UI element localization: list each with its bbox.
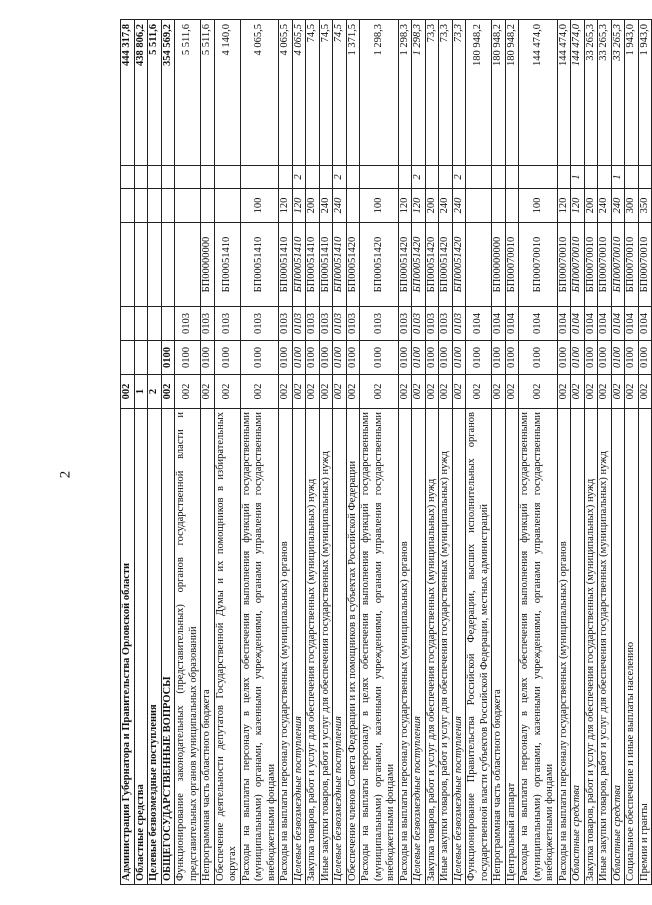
admin-code-cell: 1 xyxy=(134,375,148,409)
subsection-code-cell: 0104 xyxy=(584,307,598,341)
table-row xyxy=(439,20,453,885)
table-row xyxy=(412,20,426,885)
section-code-cell: 0100 xyxy=(425,341,439,375)
amount-cell: 74,5 xyxy=(333,20,347,166)
expense-type-cell: 200 xyxy=(584,189,598,223)
admin-code-cell: 002 xyxy=(398,375,412,409)
admin-code-cell: 002 xyxy=(346,375,360,409)
funding-source-cell xyxy=(214,166,240,189)
row-name-cell: Областные средства xyxy=(571,409,585,885)
row-name-cell: Премии и гранты xyxy=(638,409,652,885)
table-row xyxy=(598,20,612,885)
amount-cell: 144 474,0 xyxy=(557,20,571,166)
amount-cell: 180 948,2 xyxy=(505,20,519,166)
table-row xyxy=(360,20,399,885)
target-article-cell xyxy=(175,223,201,307)
amount-cell: 5 511,6 xyxy=(148,20,162,166)
target-article-cell: БП00051420 xyxy=(360,223,399,307)
admin-code-cell: 002 xyxy=(292,375,306,409)
table-row xyxy=(240,20,279,885)
target-article-cell: БП00051410 xyxy=(292,223,306,307)
row-name-cell: Социальное обеспечение и иные выплаты населению xyxy=(625,409,639,885)
target-article-cell xyxy=(121,223,135,307)
section-code-cell: 0100 xyxy=(557,341,571,375)
target-article-cell: БП00051420 xyxy=(452,223,466,307)
row-name-cell: Расходы на выплаты персоналу в целях обеспечения выполнения функций государственными (муниципальными) органами, казенными учреждениями, органами управления государственными внебюджетными фондами xyxy=(519,409,558,885)
section-code-cell xyxy=(134,341,148,375)
subsection-code-cell: 0103 xyxy=(439,307,453,341)
target-article-cell: БП00051410 xyxy=(319,223,333,307)
subsection-code-cell xyxy=(134,307,148,341)
expense-type-cell: 240 xyxy=(319,189,333,223)
expense-type-cell: 200 xyxy=(306,189,320,223)
target-article-cell: БП00051420 xyxy=(398,223,412,307)
expense-type-cell: 100 xyxy=(240,189,279,223)
row-name-cell: Иные закупки товаров, работ и услуг для обеспечения государственных (муниципальных) нужд xyxy=(319,409,333,885)
funding-source-cell xyxy=(134,166,148,189)
subsection-code-cell: 0104 xyxy=(571,307,585,341)
section-code-cell: 0100 xyxy=(333,341,347,375)
funding-source-cell xyxy=(439,166,453,189)
expense-type-cell: 240 xyxy=(598,189,612,223)
expense-type-cell: 240 xyxy=(611,189,625,223)
funding-source-cell xyxy=(466,166,492,189)
target-article-cell: БП00070010 xyxy=(519,223,558,307)
subsection-code-cell: 0104 xyxy=(557,307,571,341)
rotated-page xyxy=(120,20,650,885)
subsection-code-cell: 0103 xyxy=(279,307,293,341)
table-row xyxy=(319,20,333,885)
funding-source-cell xyxy=(360,166,399,189)
table-row xyxy=(121,20,135,885)
row-name-cell: Целевые безвозмездные поступления xyxy=(292,409,306,885)
amount-cell: 4 065,5 xyxy=(240,20,279,166)
admin-code-cell: 002 xyxy=(439,375,453,409)
row-name-cell: Целевые безвозмездные поступления xyxy=(148,409,162,885)
subsection-code-cell: 0103 xyxy=(412,307,426,341)
amount-cell: 4 140,0 xyxy=(214,20,240,166)
row-name-cell: Расходы на выплаты персоналу государственных (муниципальных) органов xyxy=(398,409,412,885)
target-article-cell: БП00051420 xyxy=(439,223,453,307)
admin-code-cell: 002 xyxy=(279,375,293,409)
target-article-cell: БП00000000 xyxy=(201,223,215,307)
table-row xyxy=(425,20,439,885)
admin-code-cell: 002 xyxy=(638,375,652,409)
subsection-code-cell xyxy=(161,307,175,341)
funding-source-cell xyxy=(492,166,506,189)
amount-cell: 180 948,2 xyxy=(492,20,506,166)
row-name-cell: ОБЩЕГОСУДАРСТВЕННЫЕ ВОПРОСЫ xyxy=(161,409,175,885)
expense-type-cell xyxy=(161,189,175,223)
funding-source-cell xyxy=(306,166,320,189)
row-name-cell: Расходы на выплаты персоналу государственных (муниципальных) органов xyxy=(279,409,293,885)
section-code-cell: 0100 xyxy=(638,341,652,375)
section-code-cell: 0100 xyxy=(201,341,215,375)
table-row xyxy=(346,20,360,885)
expense-type-cell: 120 xyxy=(292,189,306,223)
subsection-code-cell: 0103 xyxy=(425,307,439,341)
amount-cell: 33 265,3 xyxy=(611,20,625,166)
subsection-code-cell: 0103 xyxy=(360,307,399,341)
amount-cell: 144 474,0 xyxy=(519,20,558,166)
amount-cell: 73,3 xyxy=(439,20,453,166)
amount-cell: 33 265,3 xyxy=(598,20,612,166)
target-article-cell xyxy=(161,223,175,307)
subsection-code-cell: 0103 xyxy=(175,307,201,341)
section-code-cell: 0100 xyxy=(584,341,598,375)
budget-table xyxy=(120,19,652,885)
row-name-cell: Центральный аппарат xyxy=(505,409,519,885)
subsection-code-cell: 0104 xyxy=(625,307,639,341)
table-row xyxy=(452,20,466,885)
table-row xyxy=(201,20,215,885)
subsection-code-cell: 0103 xyxy=(452,307,466,341)
funding-source-cell xyxy=(519,166,558,189)
funding-source-cell: 2 xyxy=(452,166,466,189)
section-code-cell: 0100 xyxy=(466,341,492,375)
subsection-code-cell: 0104 xyxy=(519,307,558,341)
expense-type-cell: 120 xyxy=(412,189,426,223)
table-row xyxy=(519,20,558,885)
amount-cell: 1 298,3 xyxy=(398,20,412,166)
expense-type-cell xyxy=(346,189,360,223)
row-name-cell: Обеспечение деятельности депутатов Государственной Думы и их помощников в избирательных округах xyxy=(214,409,240,885)
table-row xyxy=(611,20,625,885)
row-name-cell: Иные закупки товаров, работ и услуг для обеспечения государственных (муниципальных) нужд xyxy=(439,409,453,885)
amount-cell: 4 065,5 xyxy=(279,20,293,166)
row-name-cell: Иные закупки товаров, работ и услуг для обеспечения государственных (муниципальных) нужд xyxy=(598,409,612,885)
funding-source-cell xyxy=(346,166,360,189)
funding-source-cell xyxy=(598,166,612,189)
funding-source-cell: 2 xyxy=(333,166,347,189)
admin-code-cell: 002 xyxy=(466,375,492,409)
subsection-code-cell xyxy=(148,307,162,341)
table-row xyxy=(333,20,347,885)
funding-source-cell xyxy=(240,166,279,189)
target-article-cell: БП00000000 xyxy=(492,223,506,307)
section-code-cell: 0100 xyxy=(492,341,506,375)
expense-type-cell: 200 xyxy=(425,189,439,223)
amount-cell: 74,5 xyxy=(319,20,333,166)
subsection-code-cell: 0104 xyxy=(638,307,652,341)
target-article-cell: БП00051420 xyxy=(412,223,426,307)
row-name-cell: Непрограммная часть областного бюджета xyxy=(492,409,506,885)
funding-source-cell xyxy=(625,166,639,189)
subsection-code-cell: 0104 xyxy=(505,307,519,341)
section-code-cell: 0100 xyxy=(214,341,240,375)
subsection-code-cell: 0103 xyxy=(346,307,360,341)
row-name-cell: Расходы на выплаты персоналу государственных (муниципальных) органов xyxy=(557,409,571,885)
admin-code-cell: 002 xyxy=(161,375,175,409)
row-name-cell: Закупка товаров, работ и услуг для обеспечения государственных (муниципальных) нужд xyxy=(425,409,439,885)
expense-type-cell: 120 xyxy=(279,189,293,223)
expense-type-cell xyxy=(214,189,240,223)
admin-code-cell: 002 xyxy=(121,375,135,409)
row-name-cell: Целевые безвозмездные поступления xyxy=(333,409,347,885)
table-body xyxy=(121,20,652,885)
target-article-cell xyxy=(466,223,492,307)
admin-code-cell: 002 xyxy=(214,375,240,409)
funding-source-cell xyxy=(201,166,215,189)
table-row xyxy=(571,20,585,885)
table-row xyxy=(134,20,148,885)
admin-code-cell: 002 xyxy=(598,375,612,409)
page-number: 2 xyxy=(57,470,74,479)
funding-source-cell xyxy=(638,166,652,189)
table-row xyxy=(214,20,240,885)
section-code-cell: 0100 xyxy=(598,341,612,375)
subsection-code-cell: 0103 xyxy=(292,307,306,341)
table-row xyxy=(279,20,293,885)
row-name-cell: Администрация Губернатора и Правительства Орловской области xyxy=(121,409,135,885)
expense-type-cell: 100 xyxy=(360,189,399,223)
expense-type-cell xyxy=(505,189,519,223)
admin-code-cell: 002 xyxy=(611,375,625,409)
target-article-cell: БП00070010 xyxy=(598,223,612,307)
table-row xyxy=(161,20,175,885)
expense-type-cell: 240 xyxy=(439,189,453,223)
section-code-cell: 0100 xyxy=(611,341,625,375)
admin-code-cell: 002 xyxy=(319,375,333,409)
target-article-cell: БП00051410 xyxy=(333,223,347,307)
admin-code-cell: 002 xyxy=(557,375,571,409)
subsection-code-cell: 0103 xyxy=(319,307,333,341)
admin-code-cell: 002 xyxy=(175,375,201,409)
target-article-cell: БП00051420 xyxy=(425,223,439,307)
table-row xyxy=(148,20,162,885)
table-row xyxy=(584,20,598,885)
target-article-cell: БП00051410 xyxy=(214,223,240,307)
expense-type-cell xyxy=(134,189,148,223)
target-article-cell: БП00051410 xyxy=(240,223,279,307)
subsection-code-cell: 0104 xyxy=(492,307,506,341)
amount-cell: 74,5 xyxy=(306,20,320,166)
table-row xyxy=(492,20,506,885)
row-name-cell: Целевые безвозмездные поступления xyxy=(412,409,426,885)
admin-code-cell: 002 xyxy=(584,375,598,409)
amount-cell: 1 943,0 xyxy=(625,20,639,166)
section-code-cell: 0100 xyxy=(346,341,360,375)
expense-type-cell: 300 xyxy=(625,189,639,223)
admin-code-cell: 002 xyxy=(333,375,347,409)
expense-type-cell xyxy=(175,189,201,223)
amount-cell: 33 265,3 xyxy=(584,20,598,166)
admin-code-cell: 2 xyxy=(148,375,162,409)
funding-source-cell xyxy=(505,166,519,189)
amount-cell: 1 298,3 xyxy=(360,20,399,166)
table-row xyxy=(466,20,492,885)
expense-type-cell xyxy=(492,189,506,223)
row-name-cell: Расходы на выплаты персоналу в целях обеспечения выполнения функций государственными (муниципальными) органами, казенными учреждениями, органами управления государственными внебюджетными фондами xyxy=(360,409,399,885)
subsection-code-cell: 0104 xyxy=(611,307,625,341)
section-code-cell: 0100 xyxy=(360,341,399,375)
funding-source-cell xyxy=(175,166,201,189)
admin-code-cell: 002 xyxy=(505,375,519,409)
amount-cell: 180 948,2 xyxy=(466,20,492,166)
section-code-cell: 0100 xyxy=(412,341,426,375)
section-code-cell xyxy=(121,341,135,375)
table-row xyxy=(175,20,201,885)
expense-type-cell: 120 xyxy=(571,189,585,223)
section-code-cell: 0100 xyxy=(161,341,175,375)
amount-cell: 4 065,5 xyxy=(292,20,306,166)
funding-source-cell xyxy=(319,166,333,189)
amount-cell: 1 298,3 xyxy=(412,20,426,166)
amount-cell: 73,3 xyxy=(425,20,439,166)
expense-type-cell: 240 xyxy=(452,189,466,223)
target-article-cell: БП00070010 xyxy=(505,223,519,307)
admin-code-cell: 002 xyxy=(625,375,639,409)
expense-type-cell: 350 xyxy=(638,189,652,223)
row-name-cell: Функционирование законодательных (представительных) органов государственной власти и представительных органов муниципальных образований xyxy=(175,409,201,885)
amount-cell: 444 317,8 xyxy=(121,20,135,166)
admin-code-cell: 002 xyxy=(571,375,585,409)
target-article-cell: БП00051410 xyxy=(306,223,320,307)
table-row xyxy=(398,20,412,885)
expense-type-cell: 120 xyxy=(398,189,412,223)
row-name-cell: Целевые безвозмездные поступления xyxy=(452,409,466,885)
row-name-cell: Областные средства xyxy=(134,409,148,885)
target-article-cell: БП00070010 xyxy=(625,223,639,307)
admin-code-cell: 002 xyxy=(360,375,399,409)
table-row xyxy=(557,20,571,885)
funding-source-cell: 1 xyxy=(611,166,625,189)
table-row xyxy=(306,20,320,885)
target-article-cell xyxy=(134,223,148,307)
subsection-code-cell: 0103 xyxy=(306,307,320,341)
amount-cell: 1 371,5 xyxy=(346,20,360,166)
target-article-cell: БП00070010 xyxy=(571,223,585,307)
amount-cell: 5 511,6 xyxy=(175,20,201,166)
row-name-cell: Непрограммная часть областного бюджета xyxy=(201,409,215,885)
section-code-cell: 0100 xyxy=(571,341,585,375)
admin-code-cell: 002 xyxy=(492,375,506,409)
admin-code-cell: 002 xyxy=(519,375,558,409)
target-article-cell: БП00051420 xyxy=(346,223,360,307)
section-code-cell: 0100 xyxy=(306,341,320,375)
funding-source-cell: 1 xyxy=(571,166,585,189)
funding-source-cell xyxy=(121,166,135,189)
row-name-cell: Закупка товаров, работ и услуг для обеспечения государственных (муниципальных) нужд xyxy=(306,409,320,885)
section-code-cell xyxy=(148,341,162,375)
funding-source-cell xyxy=(557,166,571,189)
admin-code-cell: 002 xyxy=(201,375,215,409)
amount-cell: 354 569,2 xyxy=(161,20,175,166)
expense-type-cell: 240 xyxy=(333,189,347,223)
admin-code-cell: 002 xyxy=(452,375,466,409)
section-code-cell: 0100 xyxy=(505,341,519,375)
admin-code-cell: 002 xyxy=(425,375,439,409)
funding-source-cell: 2 xyxy=(412,166,426,189)
target-article-cell: БП00070010 xyxy=(638,223,652,307)
expense-type-cell: 120 xyxy=(557,189,571,223)
expense-type-cell xyxy=(466,189,492,223)
funding-source-cell xyxy=(279,166,293,189)
section-code-cell: 0100 xyxy=(319,341,333,375)
subsection-code-cell: 0103 xyxy=(214,307,240,341)
funding-source-cell xyxy=(398,166,412,189)
funding-source-cell xyxy=(161,166,175,189)
funding-source-cell xyxy=(148,166,162,189)
admin-code-cell: 002 xyxy=(306,375,320,409)
funding-source-cell xyxy=(584,166,598,189)
target-article-cell: БП00070010 xyxy=(584,223,598,307)
expense-type-cell: 100 xyxy=(519,189,558,223)
target-article-cell: БП00070010 xyxy=(611,223,625,307)
subsection-code-cell: 0103 xyxy=(398,307,412,341)
target-article-cell xyxy=(148,223,162,307)
funding-source-cell xyxy=(425,166,439,189)
target-article-cell: БП00051410 xyxy=(279,223,293,307)
expense-type-cell xyxy=(201,189,215,223)
amount-cell: 438 806,2 xyxy=(134,20,148,166)
section-code-cell: 0100 xyxy=(519,341,558,375)
row-name-cell: Обеспечение членов Совета Федерации и их помощников в субъектах Российской Федерации xyxy=(346,409,360,885)
row-name-cell: Областные средства xyxy=(611,409,625,885)
admin-code-cell: 002 xyxy=(240,375,279,409)
subsection-code-cell: 0103 xyxy=(240,307,279,341)
subsection-code-cell xyxy=(121,307,135,341)
section-code-cell: 0100 xyxy=(279,341,293,375)
expense-type-cell xyxy=(148,189,162,223)
section-code-cell: 0100 xyxy=(292,341,306,375)
subsection-code-cell: 0103 xyxy=(201,307,215,341)
subsection-code-cell: 0103 xyxy=(333,307,347,341)
expense-type-cell xyxy=(121,189,135,223)
amount-cell: 73,3 xyxy=(452,20,466,166)
table-row xyxy=(292,20,306,885)
admin-code-cell: 002 xyxy=(412,375,426,409)
section-code-cell: 0100 xyxy=(240,341,279,375)
table-row xyxy=(638,20,652,885)
amount-cell: 144 474,0 xyxy=(571,20,585,166)
section-code-cell: 0100 xyxy=(175,341,201,375)
row-name-cell: Закупка товаров, работ и услуг для обеспечения государственных (муниципальных) нужд xyxy=(584,409,598,885)
subsection-code-cell: 0104 xyxy=(598,307,612,341)
section-code-cell: 0100 xyxy=(398,341,412,375)
amount-cell: 1 943,0 xyxy=(638,20,652,166)
amount-cell: 5 511,6 xyxy=(201,20,215,166)
table-row xyxy=(505,20,519,885)
target-article-cell: БП00070010 xyxy=(557,223,571,307)
row-name-cell: Функционирование Правительства Российской Федерации, высших исполнительных органов государственной власти субъектов Российской Федерации, местных администраций xyxy=(466,409,492,885)
section-code-cell: 0100 xyxy=(452,341,466,375)
section-code-cell: 0100 xyxy=(625,341,639,375)
section-code-cell: 0100 xyxy=(439,341,453,375)
funding-source-cell: 2 xyxy=(292,166,306,189)
row-name-cell: Расходы на выплаты персоналу в целях обеспечения выполнения функций государственными (муниципальными) органами, казенными учреждениями, органами управления государственными внебюджетными фондами xyxy=(240,409,279,885)
subsection-code-cell: 0104 xyxy=(466,307,492,341)
table-row xyxy=(625,20,639,885)
